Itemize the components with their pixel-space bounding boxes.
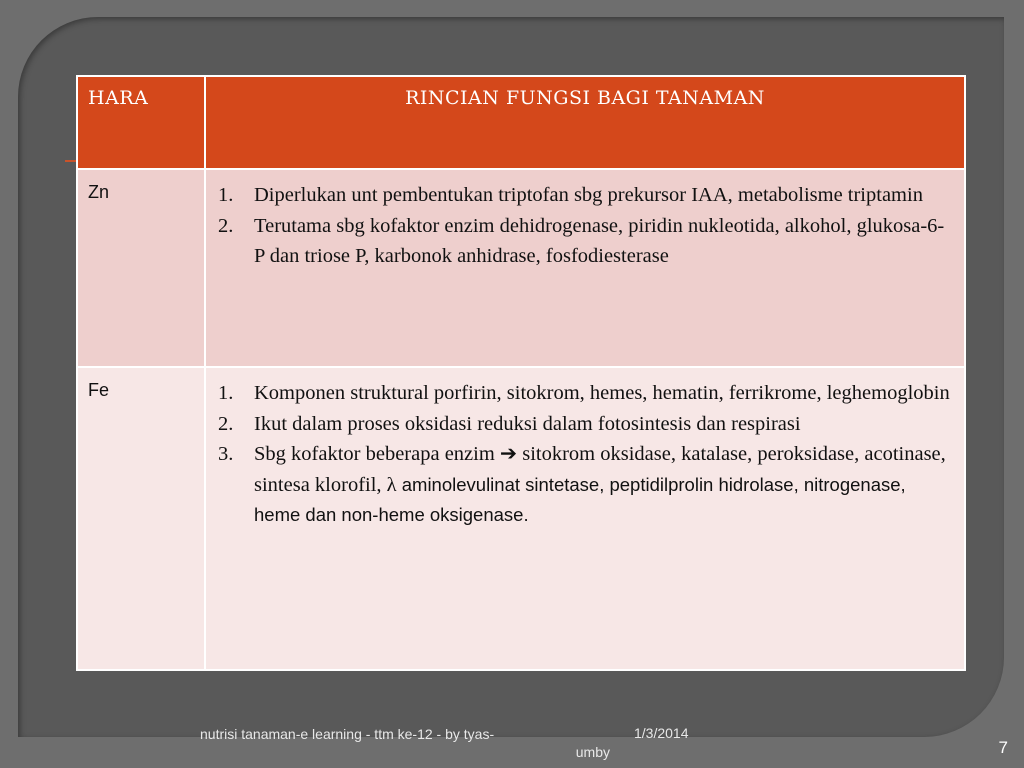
detail-cell-fe <box>205 367 965 670</box>
list-item <box>214 180 950 211</box>
nutrient-name-zn: Zn <box>77 169 205 367</box>
list-number: 2. <box>218 412 234 435</box>
header-hara: HARA <box>77 76 205 169</box>
table-row-zn <box>77 169 965 367</box>
detail-list-zn <box>214 180 950 272</box>
list-number: 1. <box>218 382 234 404</box>
list-item <box>214 378 950 409</box>
list-item-text: Diperlukan unt pembentukan triptofan sbg prekursor IAA, metabolisme triptamin <box>254 184 923 206</box>
table-row-fe <box>77 367 965 670</box>
list-number: 1. <box>218 184 234 206</box>
detail-cell-zn <box>205 169 965 367</box>
footer-text <box>200 725 610 761</box>
list-item-text: Sbg kofaktor beberapa enzim <box>254 443 500 465</box>
list-item <box>214 211 950 272</box>
table-header-row <box>77 76 965 169</box>
arrow-right-icon: ➔ <box>499 443 518 465</box>
list-item-text: Komponen struktural porfirin, sitokrom, hemes, hematin, ferrikrome, leghemoglobin <box>254 382 950 404</box>
list-number: 3. <box>218 443 234 465</box>
list-item-text: aminolevulinat sintetase, peptidilprolin hidrolase, nitrogenase, heme dan non-heme oksigenase. <box>254 473 906 525</box>
nutrient-function-table <box>76 75 966 671</box>
list-number: 2. <box>218 214 234 237</box>
list-item-text: Ikut dalam proses oksidasi reduksi dalam fotosintesis dan respirasi <box>254 412 801 435</box>
list-item-text: sitokrom oksidase, katalase, peroksidase, acotinase, sintesa klorofil, λ <box>254 443 946 496</box>
nutrient-name-fe: Fe <box>77 367 205 670</box>
list-item <box>214 439 950 531</box>
header-rincian: RINCIAN FUNGSI BAGI TANAMAN <box>205 76 965 169</box>
detail-list-fe <box>214 378 950 531</box>
footer-date: 1/3/2014 <box>634 725 689 741</box>
list-item <box>214 409 950 440</box>
slide-number: 7 <box>998 738 1008 757</box>
footer-text-line1: nutrisi tanaman-e learning - ttm ke-12 - by tyas- <box>200 726 495 742</box>
footer-text-line2: umby <box>575 744 610 760</box>
list-item-text: Terutama sbg kofaktor enzim dehidrogenase, piridin nukleotida, alkohol, glukosa-6-P dan triose P, karbonok anhidrase, fosfodiesterase <box>254 214 945 267</box>
